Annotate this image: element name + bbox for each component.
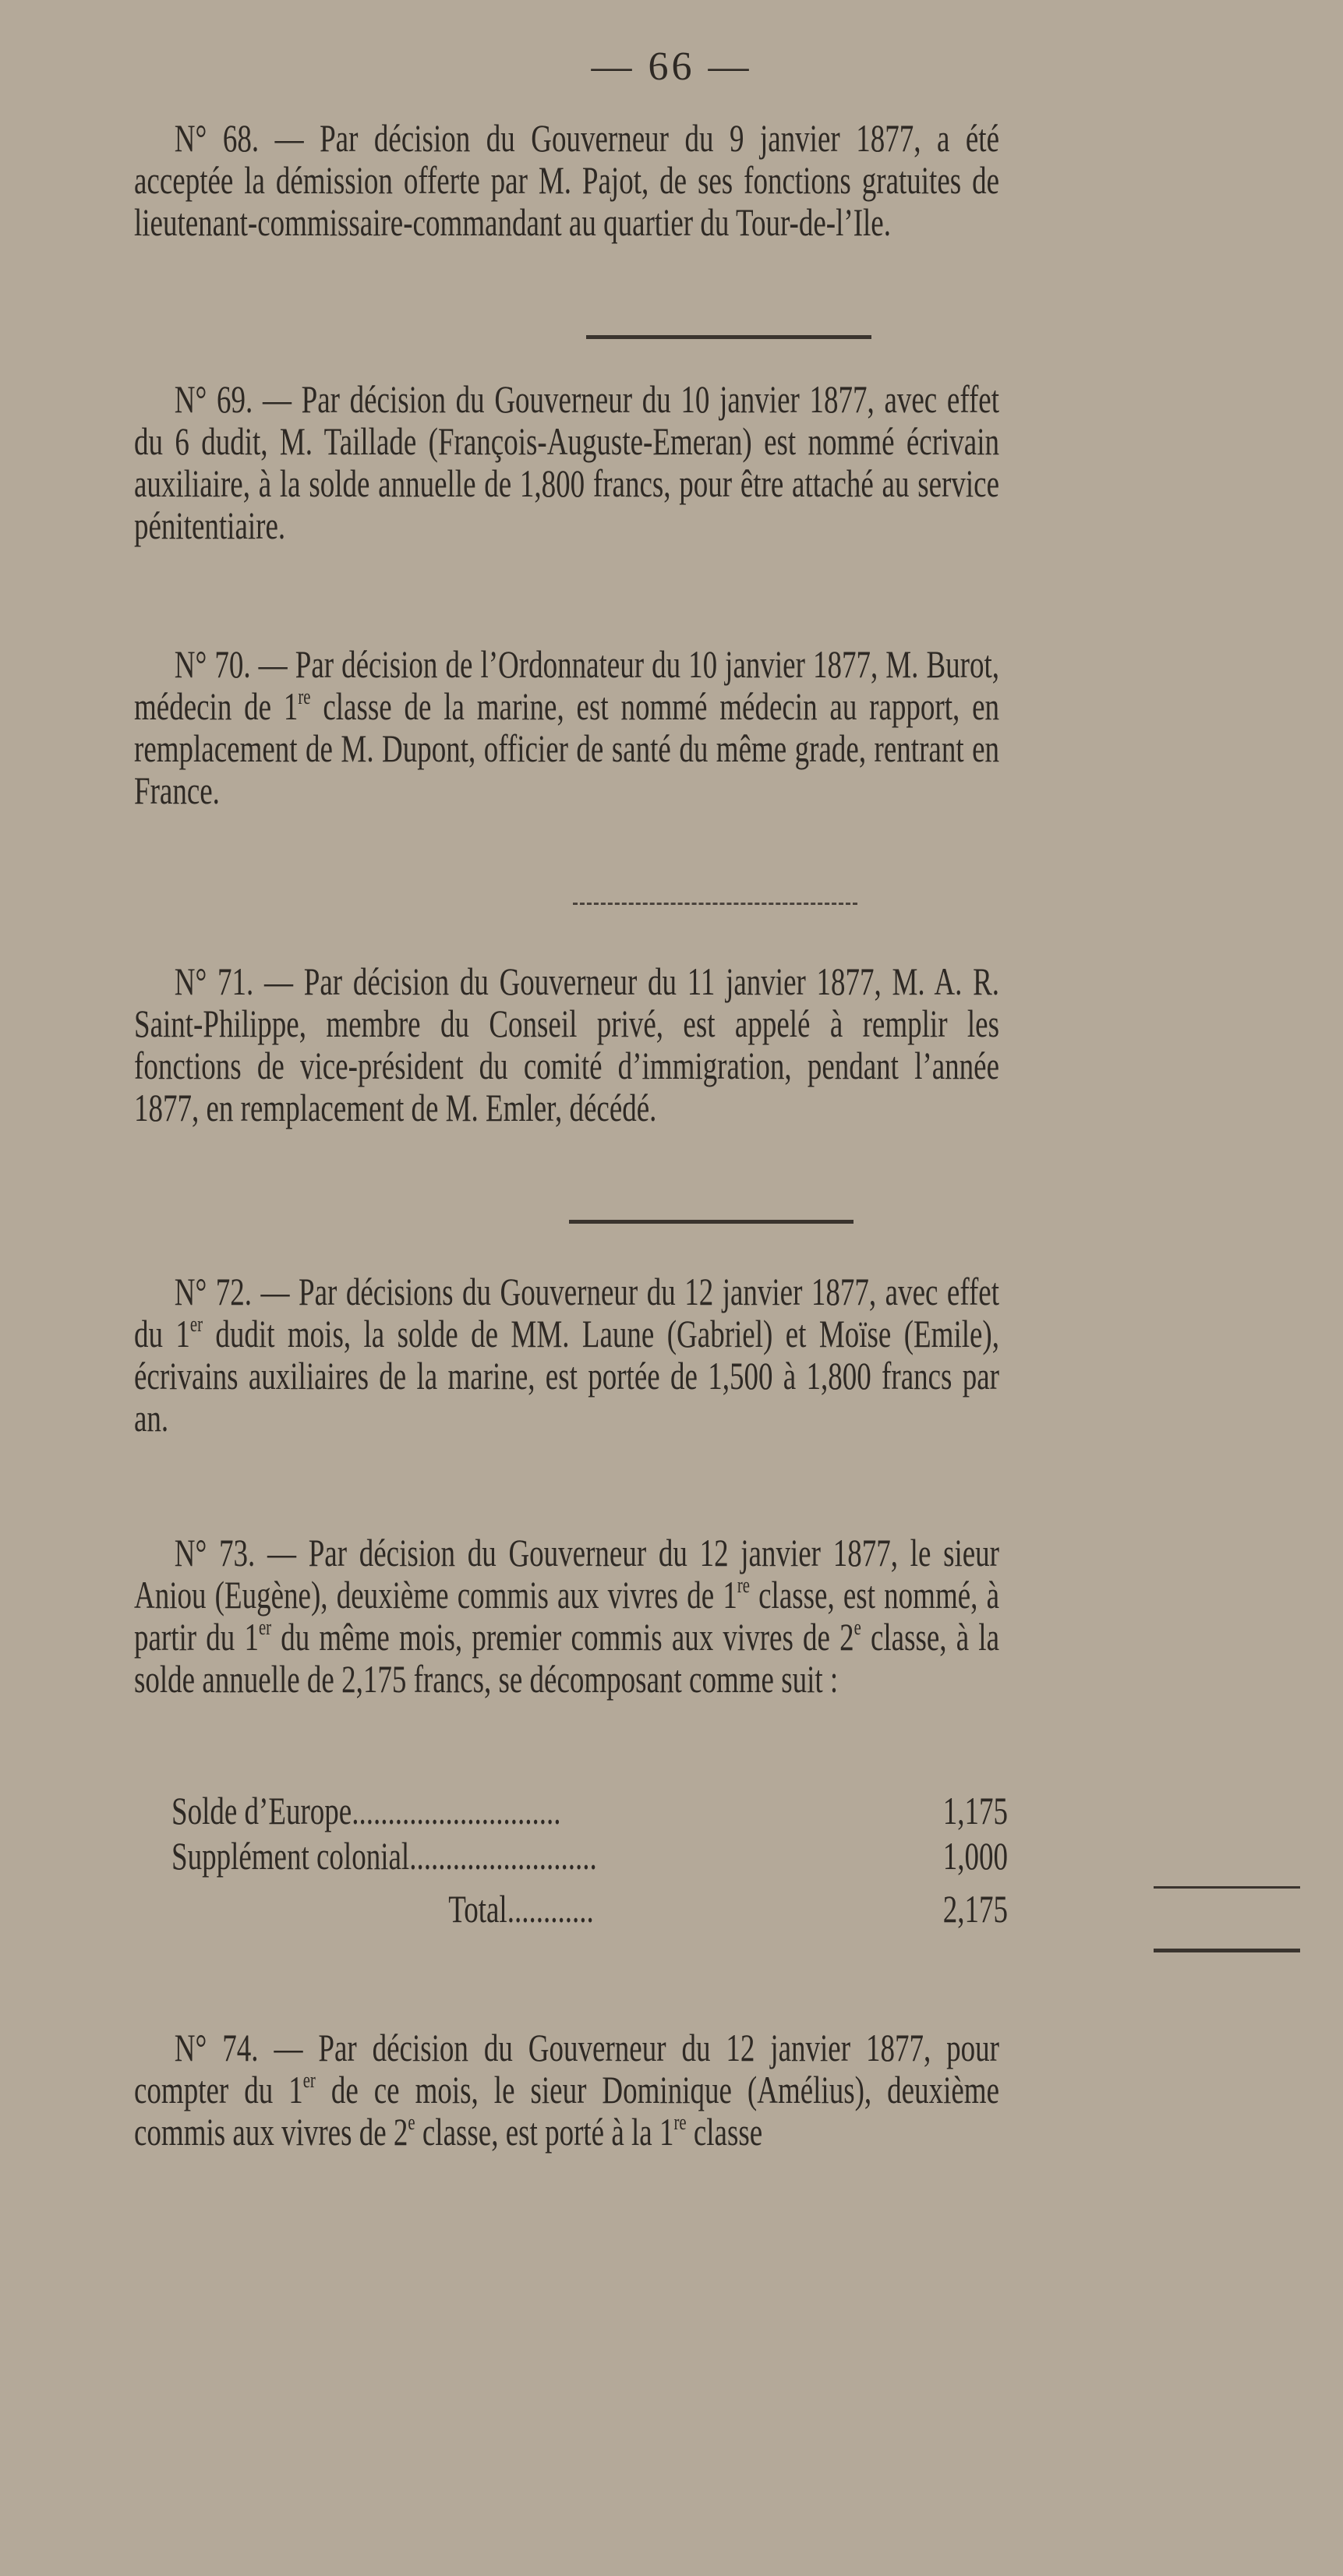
- total-underline: [1154, 1949, 1300, 1952]
- decision-number: N° 68.: [174, 116, 260, 160]
- sum-line: [1154, 1886, 1300, 1889]
- decision-74: [134, 2027, 999, 2153]
- decision-70: [134, 643, 999, 811]
- decision-69: [134, 378, 999, 546]
- decision-73: [134, 1532, 999, 1700]
- decision-number: N° 71.: [174, 959, 254, 1003]
- decision-69-text: N° 69. — Par décision du Gouverneur du 10 janvier 1877, avec effet du 6 dudit, M. Taillade (François-Auguste-Emeran) est nommé écrivain auxiliaire, à la solde annuelle de 1,800 francs, pour être attaché au service pénitentiaire.: [134, 377, 999, 547]
- decision-number: N° 74.: [174, 2026, 259, 2069]
- decision-71: [134, 960, 999, 1129]
- salary-breakdown: [171, 1790, 1008, 1933]
- decision-68-text: N° 68. — Par décision du Gouverneur du 9 janvier 1877, a été acceptée la démission offerte par M. Pajot, de ses fonctions gratuites de lieutenant-commissaire-commandant au quartier du Tour-de-l’Ile.: [134, 116, 1000, 244]
- decision-number: N° 72.: [174, 1270, 253, 1313]
- ledger-amount: 1,000: [942, 1834, 1008, 1878]
- section-divider: [569, 1220, 854, 1224]
- decision-72-text: N° 72. — Par décisions du Gouverneur du 12 janvier 1877, avec effet du 1er dudit mois, la solde de MM. Laune (Gabriel) et Moïse (Emile), écrivains auxiliaires de la marine, est portée de 1,500 à 1,800 francs par an.: [134, 1270, 999, 1440]
- decision-72: [134, 1270, 999, 1439]
- decision-74-text: N° 74. — Par décision du Gouverneur du 12 janvier 1877, pour compter du 1er de ce mois, le sieur Dominique (Amélius), deuxième commis aux vivres de 2e classe, est porté à la 1re classe: [134, 2026, 999, 2154]
- ledger-amount: 1,175: [942, 1789, 1008, 1832]
- ledger-label: Solde d’Europe.............................: [171, 1789, 561, 1832]
- section-divider: [586, 335, 871, 339]
- ledger-total-label: Total............: [448, 1887, 594, 1931]
- section-divider: [573, 903, 857, 905]
- ledger-row: [171, 1835, 1008, 1880]
- decision-73-text: N° 73. — Par décision du Gouverneur du 12 janvier 1877, le sieur Aniou (Eugène), deuxième commis aux vivres de 1re classe, est nommé, à partir du 1er du même mois, premier commis aux vivres de 2e classe, à la solde annuelle de 2,175 francs, se décomposant comme suit :: [134, 1531, 1000, 1701]
- decision-68: [134, 117, 999, 243]
- ledger-total-amount: 2,175: [942, 1887, 1008, 1931]
- decision-number: N° 69.: [174, 377, 253, 421]
- ledger-row: [171, 1790, 1008, 1835]
- ledger-total-row: [171, 1888, 1008, 1933]
- decision-number: N° 73.: [174, 1531, 256, 1574]
- page-number: — 66 —: [591, 44, 752, 89]
- decision-71-text: N° 71. — Par décision du Gouverneur du 11 janvier 1877, M. A. R. Saint-Philippe, membre du Conseil privé, est appelé à remplir les fonctions de vice-président du comité d’immigration, pendant l’année 1877, en remplacement de M. Emler, décédé.: [134, 959, 999, 1129]
- decision-70-text: N° 70. — Par décision de l’Ordonnateur du 10 janvier 1877, M. Burot, médecin de 1re classe de la marine, est nommé médecin au rapport, en remplacement de M. Dupont, officier de santé du même grade, rentrant en France.: [134, 642, 999, 812]
- ledger-label: Supplément colonial..........................: [171, 1834, 597, 1878]
- decision-number: N° 70.: [174, 642, 251, 686]
